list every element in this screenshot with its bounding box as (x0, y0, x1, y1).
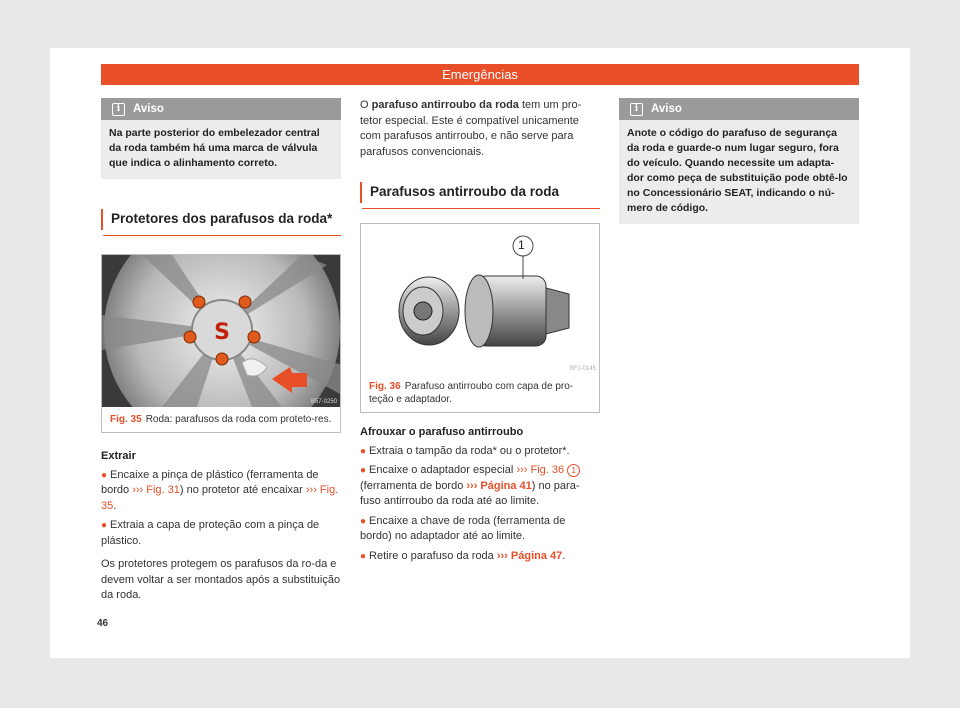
figure-number: Fig. 36 (369, 381, 401, 392)
svg-text:S: S (214, 320, 230, 345)
figure-36 (360, 223, 600, 413)
bullet-icon: ● (360, 550, 367, 562)
figure-code: BFJ-0145 (569, 366, 596, 372)
intro-paragraph: O parafuso antirroubo da roda tem um pro-tetor especial. Este é compatível unicamente com parafusos antirroubo, e não serve para parafusos convencionais. (360, 99, 582, 158)
subheading: Afrouxar o parafuso antirroubo (360, 426, 524, 438)
paragraph: Os protetores protegem os parafusos da ro-da e devem voltar a ser montados após a substituição da roda. (101, 558, 341, 601)
page-link[interactable]: ››› Página 47 (496, 549, 563, 562)
section-title: Parafusos antirroubo da roda (360, 182, 600, 203)
bullet-icon: ● (101, 520, 108, 531)
callout-number: 1 (567, 464, 580, 477)
notice-header (619, 98, 859, 120)
figure-link[interactable]: ››› Fig. 31 (132, 484, 180, 496)
notice-header (101, 98, 341, 120)
notice-box (101, 98, 341, 179)
bullet-icon: ● (101, 469, 108, 481)
bolt-image (361, 224, 599, 374)
notice-label: Aviso (133, 103, 164, 115)
figure-link[interactable]: ››› Fig. 35 (101, 484, 339, 512)
list-item: ● Encaixe o adaptador especial ››› Fig. 36 1 (ferramenta de bordo ››› Página 41) no para-fuso antirroubo da roda até ao limite. (360, 464, 580, 507)
figure-35 (101, 254, 341, 433)
figure-link[interactable]: ››› Fig. 36 (516, 464, 565, 476)
subheading: Extrair (101, 450, 136, 462)
loosen-section (360, 425, 600, 564)
figure-number: Fig. 35 (110, 414, 142, 425)
info-icon: i (112, 103, 125, 116)
info-icon: i (630, 103, 643, 116)
wheel-image (102, 255, 340, 407)
bullet-icon: ● (360, 515, 367, 527)
wheel-illustration (102, 255, 340, 407)
notice-label: Aviso (651, 103, 682, 115)
bullet-icon: ● (360, 465, 367, 476)
caption-text: Parafuso antirroubo com capa de pro-teção e adaptador. (369, 381, 574, 405)
bolt-illustration (361, 224, 599, 374)
figure-code: B57-0250 (310, 399, 337, 405)
notice-text: Anote o código do parafuso de segurança da roda e guarde-o num lugar seguro, fora do veículo. Quando necessite um adapta-dor como peça de substituição pode obtê-lo no Concessionário SEAT, indicando o nú-mero de código. (627, 127, 848, 214)
bullet-icon: ● (360, 445, 367, 457)
list-item: ● Extraia o tampão da roda* ou o protetor*. (360, 444, 570, 457)
list-item: ● Extraia a capa de proteção com a pinça de plástico. (101, 519, 320, 547)
extract-section (101, 449, 341, 604)
list-item: ● Retire o parafuso da roda ››› Página 47. (360, 549, 566, 562)
figure-caption (361, 374, 599, 412)
notice-box (619, 98, 859, 224)
section-title: Protetores dos parafusos da roda* (101, 209, 341, 230)
caption-text: Roda: parafusos da roda com proteto-res. (145, 414, 332, 425)
callout-number: 1 (518, 238, 525, 252)
figure-caption (102, 407, 340, 432)
column-middle (360, 98, 600, 568)
list-item: ● Encaixe a chave de roda (ferramenta de bordo) no adaptador até ao limite. (360, 514, 566, 542)
page-number: 46 (97, 618, 109, 629)
notice-text: Na parte posterior do embelezador central da roda também há uma marca de válvula que indica o alinhamento correto. (109, 127, 320, 169)
chapter-header: Emergências (101, 64, 859, 85)
column-right (619, 98, 859, 224)
list-item: ● Encaixe a pinça de plástico (ferramenta de bordo ››› Fig. 31) no protetor até encaixar ››› Fig. 35. (101, 468, 339, 512)
column-left (101, 98, 341, 604)
page-link[interactable]: ››› Página 41 (466, 479, 532, 492)
